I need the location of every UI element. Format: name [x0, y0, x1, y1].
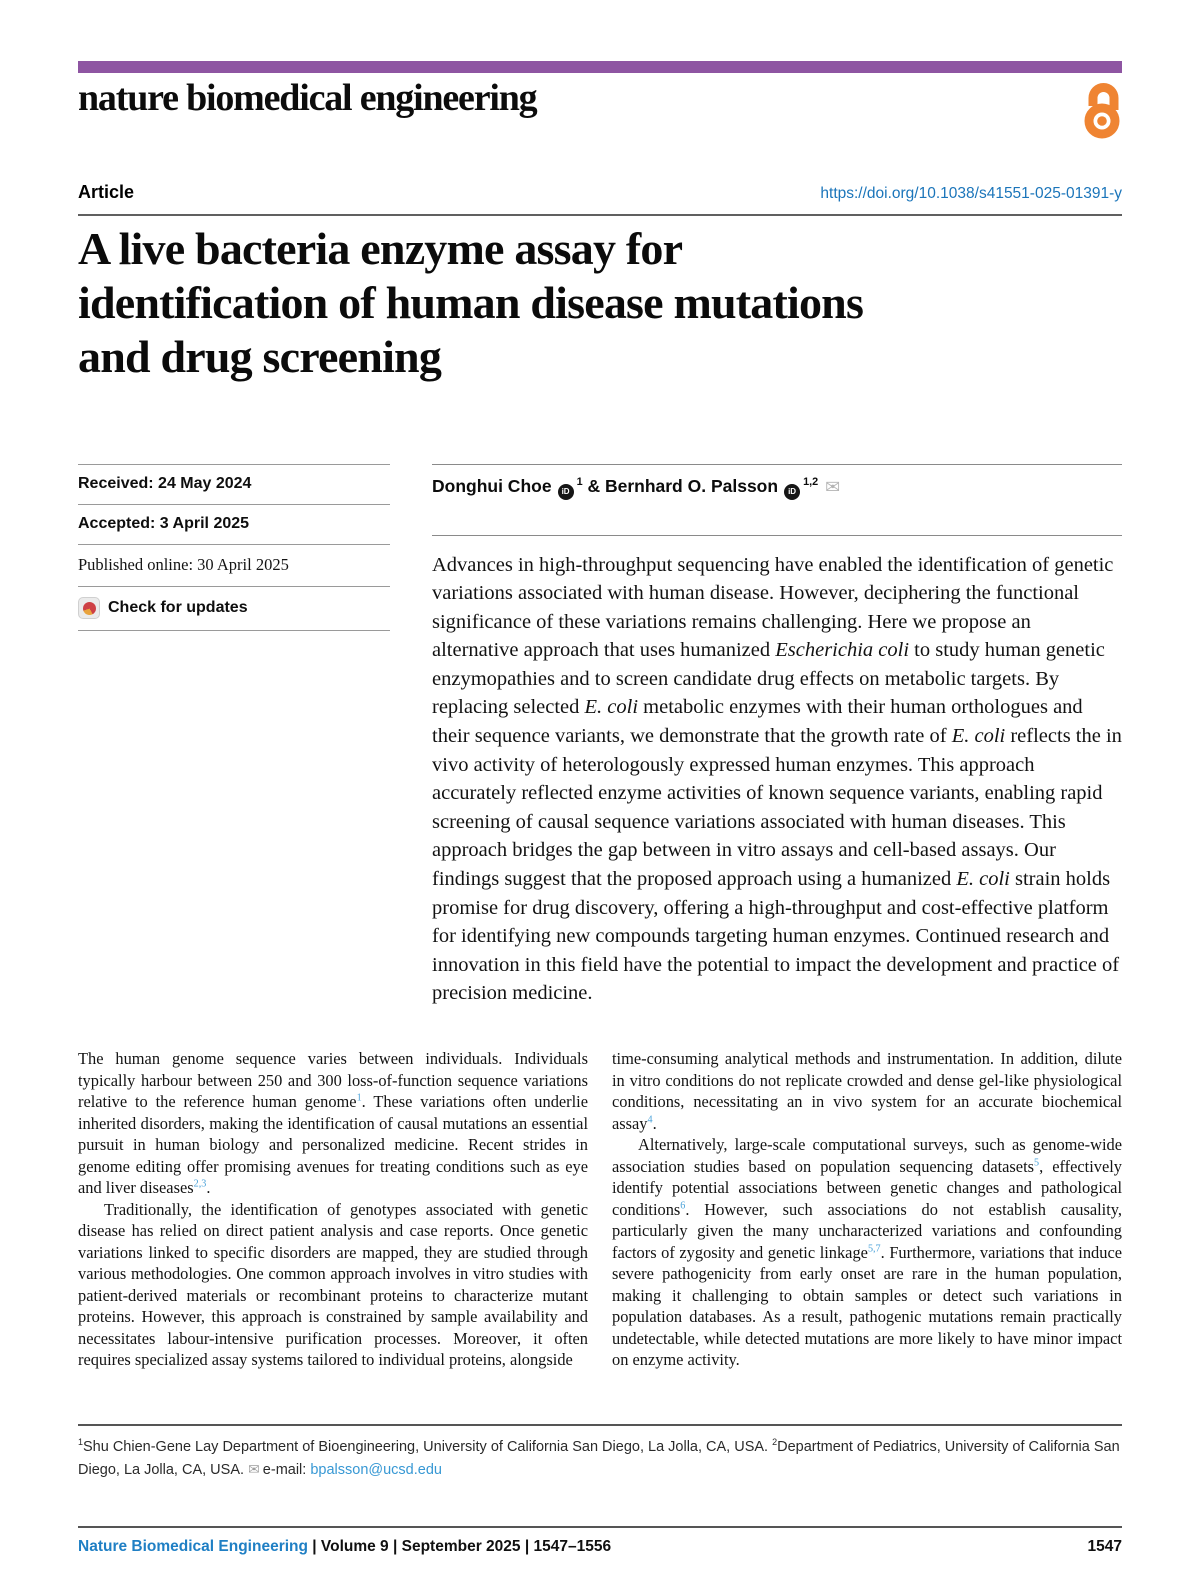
page-footer [78, 1526, 1122, 1556]
body-column-right [612, 1048, 1122, 1371]
paragraph: The human genome sequence varies between individuals. Individuals typically harbour between 250 and 300 loss-of-function sequence variations relative to the reference human genome$^1$. These variations often underlie inherited disorders, making the identification of causal mutations an essential pursuit in human biology and personalized medicine. Recent strides in genome editing offer promising avenues for treating conditions such as eye and liver diseases$^{2,3}$. [78, 1049, 589, 1197]
body-column-left [78, 1048, 588, 1371]
email-icon[interactable]: ✉ [248, 1462, 260, 1478]
check-for-updates-label: Check for updates [108, 599, 248, 616]
citation-ref[interactable]: 5,7 [867, 1243, 881, 1255]
crossmark-icon [78, 597, 100, 619]
page-title: A live bacteria enzyme assay for identification of human disease mutations and drug screening [78, 223, 864, 382]
paragraph: time-consuming analytical methods and instrumentation. In addition, dilute in vitro conditions do not replicate crowded and dense gel-like physiological conditions, necessitating an in vivo system for an accurate biochemical assay$^4$. [612, 1049, 1122, 1133]
footer-issue-info: | Volume 9 | September 2025 | 1547–1556 [307, 1538, 612, 1555]
article-type-label: Article [78, 182, 135, 202]
citation-ref[interactable]: 2,3 [193, 1178, 207, 1190]
accepted-date: Accepted: 3 April 2025 [78, 515, 250, 532]
affiliations-footnote: $^1$Shu Chien-Gene Lay Department of Bioengineering, University of California San Diego, La Jolla, CA, USA. $^2$Department of Pediatrics, University of California San Diego, La Jolla, CA, USA. ✉ e-mail: bpalsson@ucsd.edu [78, 1424, 1122, 1482]
accepted-date-row [78, 504, 390, 544]
footer-journal-link[interactable]: Nature Biomedical Engineering [78, 1538, 308, 1555]
article-history [78, 464, 390, 631]
check-for-updates-button[interactable] [78, 586, 390, 631]
paragraph: Traditionally, the identification of genotypes associated with genetic disease has relied on direct patient analysis and case reports. Once genetic variations linked to specific disorders are mapped, they are studied through various methodologies. One common approach involves in vitro studies with patient-derived materials or recombinant proteins to characterize mutant proteins. However, this approach is constrained by sample availability and necessitates labour-intensive purification processes. Moreover, it often requires specialized assay systems tailored to individual proteins, alongside [78, 1199, 588, 1369]
citation-ref[interactable]: 5 [1034, 1157, 1040, 1169]
citation-ref[interactable]: 1 [356, 1092, 362, 1104]
orcid-icon[interactable]: iD [784, 484, 800, 500]
open-access-icon [1080, 76, 1124, 145]
body-text [78, 1048, 1122, 1371]
paragraph: Alternatively, large-scale computational surveys, such as genome-wide association studies based on population sequencing datasets$^5$, effectively identify potential associations between genetic changes and pathological conditions$^6$. However, such associations do not establish causality, particularly given the many uncharacterized variations and confounding factors of zygosity and genetic linkage$^{5,7}$. Furthermore, variations that induce severe pathogenicity from early onset are rare in the human population, making it challenging to obtain samples or detect such variations in population databases. As a result, pathogenic mutations remain practically undetectable, while detected mutations are more likely to have minor impact on enzyme activity. [612, 1135, 1122, 1369]
received-date-row [78, 464, 390, 504]
orcid-icon[interactable]: iD [558, 484, 574, 500]
journal-accent-bar [78, 61, 1122, 73]
abstract: Advances in high-throughput sequencing have enabled the identification of genetic variations associated with human disease. However, deciphering the functional significance of these variations remains challenging. Here we propose an alternative approach that uses humanized Escherichia coli to study human genetic enzymopathies and to screen candidate drug effects on metabolic targets. By replacing selected E. coli metabolic enzymes with their human orthologues and their sequence variants, we demonstrate that the growth rate of E. coli reflects the in vivo activity of heterologously expressed human enzymes. This approach accurately reflected enzyme activities of known sequence variants, enabling rapid screening of causal sequence variations associated with human diseases. This approach bridges the gap between in vitro assays and cell-based assays. Our findings suggest that the proposed approach using a humanized E. coli strain holds promise for drug discovery, offering a high-throughput and cost-effective platform for identifying new compounds targeting human enzymes. Continued research and innovation in this field have the potential to impact the development and practice of precision medicine. [432, 535, 1122, 1009]
article-header-row [78, 182, 1122, 216]
email-icon[interactable]: ✉ [825, 477, 841, 498]
author-abstract-column [432, 464, 1122, 1008]
doi-link[interactable]: https://doi.org/10.1038/s41551-025-01391-y [820, 185, 1122, 202]
email-link[interactable]: bpalsson@ucsd.edu [310, 1462, 442, 1478]
author-list: Donghui Choe $iD^1$ & Bernhard O. Palsson iD$^{1,2}$ ✉ [432, 464, 1122, 500]
citation-ref[interactable]: 4 [647, 1114, 653, 1126]
published-date-row [78, 544, 390, 586]
page-number: 1547 [1087, 1538, 1122, 1555]
published-date: Published online: 30 April 2025 [78, 555, 289, 574]
journal-wordmark: nature biomedical engineering [78, 77, 537, 119]
citation-ref[interactable]: 6 [680, 1200, 686, 1212]
footer-citation [78, 1538, 611, 1556]
received-date: Received: 24 May 2024 [78, 475, 252, 492]
